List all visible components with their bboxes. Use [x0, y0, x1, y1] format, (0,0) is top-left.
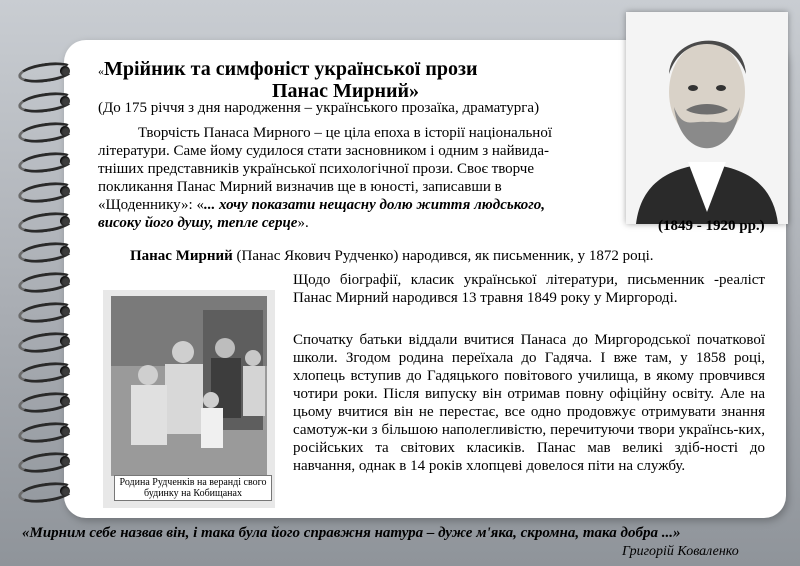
born-line: Панас Мирний (Панас Якович Рудченко) народився, як письменник, у 1872 році.	[130, 248, 654, 264]
notebook-ring-icon	[16, 182, 78, 200]
photo-caption: Родина Рудченків на веранді свого будинку на Кобищанах	[114, 475, 272, 501]
notebook-ring-icon	[16, 242, 78, 260]
school-paragraph: Спочатку батьки віддали вчитися Панаса до Миргородської початкової школи. Згодом родина переїхала до Гадяча. І вже там, у 1858 році, хлопець вступив до Гадяцького повітового училища, в якому провчився чотири роки. Після випуску він отримав повну офіційну освіту. Але на цьому вчитися він не перестає, все одно продовжує отримувати знання самотуж-ки з більшою наполегливістю, перечитуючи твори українсь-ких, російських та світових класиків. Панас мав великі здіб-ності до навчання, однак в 14 років хлопцеві довелося піти на службу.	[293, 332, 765, 474]
quote-author: Григорій Коваленко	[622, 544, 739, 559]
closing-quote: «Мирним себе назвав він, і така була його справжня натура – дуже м'яка, скромна, така добра ...»	[22, 525, 681, 541]
notebook-ring-icon	[16, 392, 78, 410]
bio-paragraph: Щодо біографії, класик української літератури, письменник -реаліст Панас Мирний народився 13 травня 1849 року у Миргороді.	[293, 272, 765, 306]
notebook-ring-icon	[16, 302, 78, 320]
notebook-ring-icon	[16, 152, 78, 170]
page-title-line2: Панас Мирний»	[272, 80, 420, 102]
portrait-years: (1849 - 1920 рр.)	[658, 218, 765, 234]
notebook-ring-icon	[16, 212, 78, 230]
notebook-ring-icon	[16, 422, 78, 440]
intro-line: тніших представників української психологічної прози. Своє творче	[98, 161, 535, 177]
intro-line: літератури. Саме йому судилося стати засновником і одним з найвида-	[98, 143, 549, 159]
notebook-ring-icon	[16, 452, 78, 470]
notebook-ring-icon	[16, 332, 78, 350]
notebook-ring-icon	[16, 62, 78, 80]
notebook-ring-icon	[16, 362, 78, 380]
diary-quote: високу його душу, тепле серце	[98, 215, 298, 231]
notebook-ring-icon	[16, 92, 78, 110]
diary-quote: ... хочу показати нещасну долю життя людського,	[203, 197, 546, 213]
notebook-ring-icon	[16, 122, 78, 140]
portrait-image	[626, 12, 788, 224]
page-title: «Мрійник та симфоніст української прози	[98, 58, 478, 80]
intro-paragraph: Творчість Панаса Мирного – це ціла епоха в історії національної літератури. Саме йому судилося стати засновником і одним з найвида- тніших представників української психологічної прози. Своє творче покликання Панас Мирний визначив ще в юності, записавши в «Щоденнику»: «... хочу показати нещасну долю життя людського, високу його душу, тепле серце».	[98, 124, 618, 232]
intro-line: Творчість Панаса Мирного – це ціла епоха в історії національної	[138, 125, 552, 141]
diary-intro: «Щоденнику»: «	[98, 197, 204, 213]
notebook-ring-icon	[16, 482, 78, 500]
intro-line: покликання Панас Мирний визначив ще в юності, записавши в	[98, 179, 502, 195]
notebook-ring-icon	[16, 272, 78, 290]
page-subtitle: (До 175 річчя з дня народження – українського прозаїка, драматурга)	[98, 100, 540, 116]
